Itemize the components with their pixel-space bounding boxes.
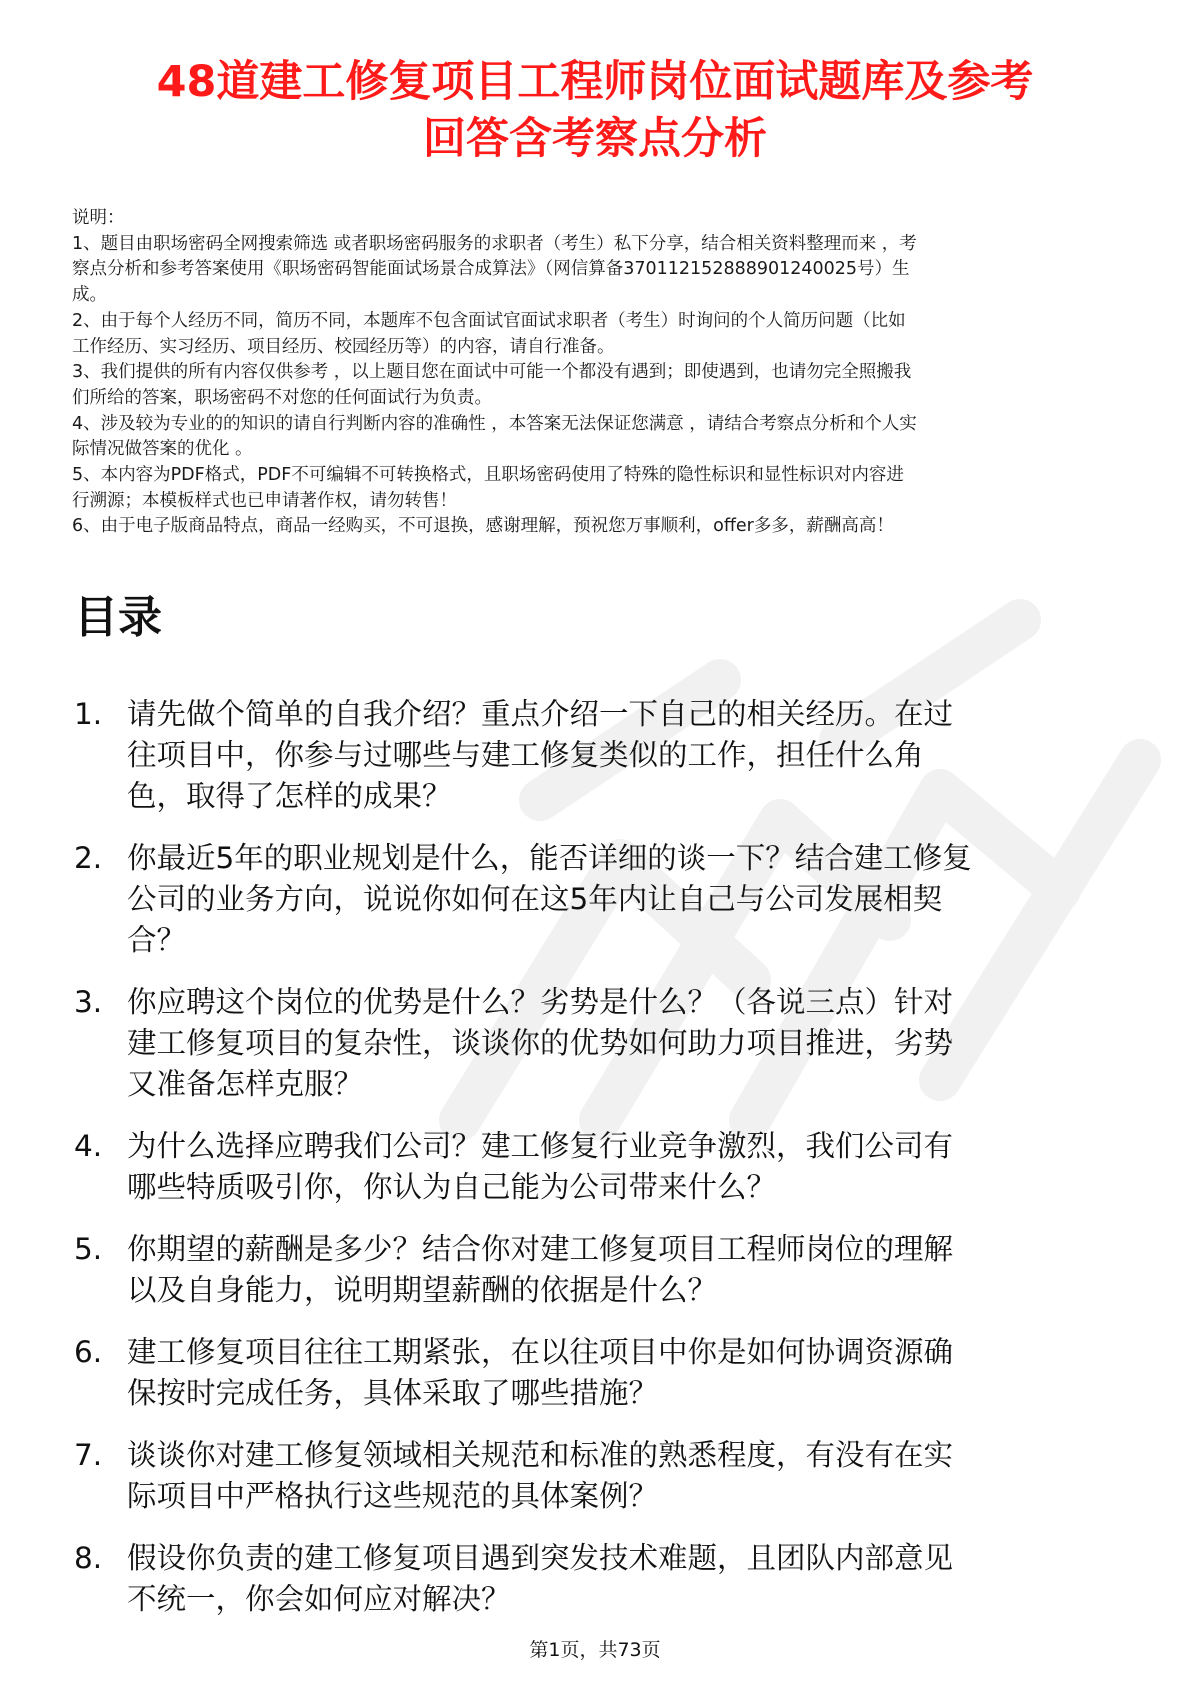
question-line: 请先做个简单的自我介绍？重点介绍一下自己的相关经历。在过 xyxy=(127,697,954,731)
notes-section xyxy=(72,206,1122,540)
question-item[interactable] xyxy=(74,1538,1140,1620)
question-item[interactable] xyxy=(74,1229,1140,1311)
question-line: 公司的业务方向，说说你如何在这5年内让自己与公司发展相契 xyxy=(127,882,943,916)
question-line: 以及自身能力，说明期望薪酬的依据是什么？ xyxy=(127,1273,718,1307)
question-line: 假设你负责的建工修复项目遇到突发技术难题，且团队内部意见 xyxy=(127,1541,954,1575)
question-item[interactable] xyxy=(74,694,1140,817)
question-number: 2. xyxy=(74,841,103,875)
question-item[interactable] xyxy=(74,1126,1140,1208)
title-line-1: 48道建工修复项目工程师岗位面试题库及参考 xyxy=(156,57,1034,107)
title-line-2: 回答含考察点分析 xyxy=(423,114,767,164)
question-line: 合？ xyxy=(127,923,187,957)
document-title xyxy=(60,54,1130,168)
question-line: 又准备怎样克服？ xyxy=(127,1067,364,1101)
notes-line: 成。 xyxy=(72,285,107,306)
question-line: 际项目中严格执行这些规范的具体案例？ xyxy=(127,1479,659,1513)
notes-line: 5、本内容为PDF格式，PDF不可编辑不可转换格式，且职场密码使用了特殊的隐性标识和显性标识对内容进 xyxy=(72,465,904,486)
question-line: 为什么选择应聘我们公司？建工修复行业竞争激烈，我们公司有 xyxy=(127,1129,954,1163)
toc-heading: 目录 xyxy=(74,592,162,643)
notes-line: 6、由于电子版商品特点，商品一经购买，不可退换，感谢理解，预祝您万事顺利，offer多多，薪酬高高！ xyxy=(72,516,894,537)
question-line: 不统一，你会如何应对解决？ xyxy=(127,1582,511,1616)
question-number: 5. xyxy=(74,1232,103,1266)
notes-line: 际情况做答案的优化 。 xyxy=(72,439,253,460)
notes-line: 行溯源；本模板样式也已申请著作权，请勿转售！ xyxy=(72,490,457,511)
notes-line: 3、我们提供的所有内容仅供参考 ，以上题目您在面试中可能一个都没有遇到；即使遇到，也请勿完全照搬我 xyxy=(72,362,912,383)
question-number: 4. xyxy=(74,1129,103,1163)
notes-line: 们所给的答案，职场密码不对您的任何面试行为负责。 xyxy=(72,387,492,408)
question-line: 你应聘这个岗位的优势是什么？劣势是什么？（各说三点）针对 xyxy=(127,985,954,1019)
question-line: 建工修复项目的复杂性，谈谈你的优势如何助力项目推进，劣势 xyxy=(127,1026,954,1060)
question-item[interactable] xyxy=(74,1435,1140,1517)
question-line: 色，取得了怎样的成果？ xyxy=(127,779,452,813)
notes-line: 1、题目由职场密码全网搜索筛选 或者职场密码服务的求职者（考生）私下分享，结合相关资料整理而来 ，考 xyxy=(72,233,917,254)
question-line: 往项目中，你参与过哪些与建工修复类似的工作，担任什么角 xyxy=(127,738,924,772)
question-number: 3. xyxy=(74,985,103,1019)
question-number: 1. xyxy=(74,697,103,731)
question-line: 谈谈你对建工修复领域相关规范和标准的熟悉程度，有没有在实 xyxy=(127,1438,954,1472)
question-number: 7. xyxy=(74,1438,103,1472)
notes-line: 察点分析和参考答案使用《职场密码智能面试场景合成算法》（网信算备370112152888901240025号）生 xyxy=(72,259,910,280)
notes-line: 说明： xyxy=(72,208,125,228)
question-line: 建工修复项目往往工期紧张，在以往项目中你是如何协调资源确 xyxy=(127,1335,954,1369)
page-footer: 第1页，共73页 xyxy=(529,1639,661,1661)
question-number: 6. xyxy=(74,1335,103,1369)
question-item[interactable] xyxy=(74,982,1140,1105)
question-item[interactable] xyxy=(74,1332,1140,1414)
notes-line: 4、涉及较为专业的的知识的请自行判断内容的准确性 ，本答案无法保证您满意 ，请结合考察点分析和个人实 xyxy=(72,413,917,434)
notes-line: 工作经历、实习经历、项目经历、校园经历等）的内容，请自行准备。 xyxy=(72,336,615,357)
question-line: 哪些特质吸引你，你认为自己能为公司带来什么？ xyxy=(127,1170,777,1204)
question-number: 8. xyxy=(74,1541,103,1575)
question-item[interactable] xyxy=(74,838,1140,961)
notes-line: 2、由于每个人经历不同，简历不同，本题库不包含面试官面试求职者（考生）时询问的个人简历问题（比如 xyxy=(72,310,906,331)
question-line: 你最近5年的职业规划是什么，能否详细的谈一下？结合建工修复 xyxy=(127,841,972,875)
question-line: 你期望的薪酬是多少？结合你对建工修复项目工程师岗位的理解 xyxy=(127,1232,954,1266)
question-list xyxy=(74,694,1140,1641)
question-line: 保按时完成任务，具体采取了哪些措施？ xyxy=(127,1376,659,1410)
